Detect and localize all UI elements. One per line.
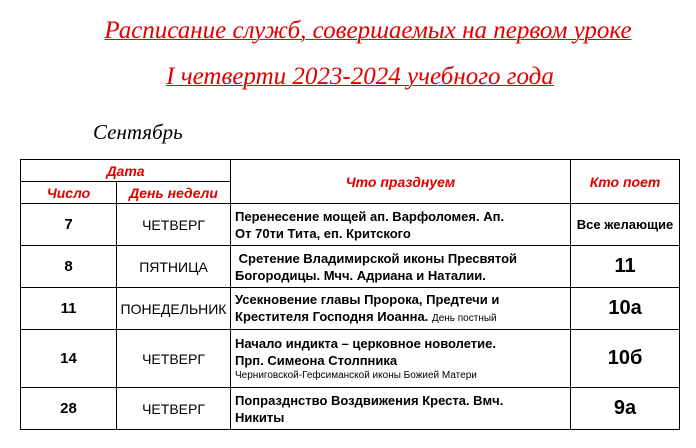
header-date: Дата <box>21 160 231 182</box>
table-row <box>21 388 680 430</box>
cell-who: 11 <box>571 246 680 288</box>
cell-number: 7 <box>21 204 117 246</box>
cell-weekday: ЧЕТВЕРГ <box>117 330 231 388</box>
cell-what <box>231 388 571 430</box>
cell-what-line1: Сретение Владимирской иконы Пресвятой <box>235 250 518 266</box>
cell-what <box>231 246 571 288</box>
table-row <box>21 330 680 388</box>
header-row <box>21 160 680 182</box>
cell-what-note: День постный <box>431 312 497 324</box>
cell-who: 9а <box>571 388 680 430</box>
header-number: Число <box>21 182 117 204</box>
cell-what-note: Черниговской-Гефсиманской иконы Божией Матери <box>235 369 477 381</box>
table-row <box>21 246 680 288</box>
cell-what-line1: Перенесение мощей ап. Варфоломея. Ап. <box>235 208 505 224</box>
cell-number: 28 <box>21 388 117 430</box>
header-weekday: День недели <box>117 182 231 204</box>
cell-what <box>231 288 571 330</box>
table-row <box>21 204 680 246</box>
cell-what-line1: Начало индикта – церковное новолетие. <box>235 335 497 351</box>
month-heading: Сентябрь <box>93 120 183 144</box>
cell-weekday: ЧЕТВЕРГ <box>117 388 231 430</box>
cell-what-line2-wrap <box>235 308 566 327</box>
cell-number: 11 <box>21 288 117 330</box>
cell-what-line2: Богородицы. Мчч. Адриана и Наталии. <box>235 267 486 283</box>
cell-weekday: ПОНЕДЕЛЬНИК <box>117 288 231 330</box>
cell-who: Все желающие <box>571 204 680 246</box>
schedule-table <box>20 159 680 430</box>
cell-what-line1: Попразднство Воздвижения Креста. Вмч. <box>235 392 504 408</box>
page-title-line1: Расписание служб, совершаемых на первом уроке <box>104 17 632 44</box>
cell-weekday: ПЯТНИЦА <box>117 246 231 288</box>
cell-what-line2: Никиты <box>235 409 285 425</box>
cell-weekday: ЧЕТВЕРГ <box>117 204 231 246</box>
page-title-line2: I четверти 2023-2024 учебного года <box>166 63 554 90</box>
table-row <box>21 288 680 330</box>
cell-who: 10б <box>571 330 680 388</box>
cell-what-line2: Крестителя Господня Иоанна. <box>235 308 429 324</box>
cell-what-line2: От 70ти Тита, еп. Критского <box>235 225 411 241</box>
header-who: Кто поет <box>571 160 680 204</box>
header-what: Что празднуем <box>231 160 571 204</box>
cell-what <box>231 330 571 388</box>
cell-who: 10а <box>571 288 680 330</box>
cell-number: 8 <box>21 246 117 288</box>
cell-what <box>231 204 571 246</box>
cell-what-line2: Прп. Симеона Столпника <box>235 352 398 368</box>
cell-what-line1: Усекновение главы Пророка, Предтечи и <box>235 291 500 307</box>
cell-number: 14 <box>21 330 117 388</box>
